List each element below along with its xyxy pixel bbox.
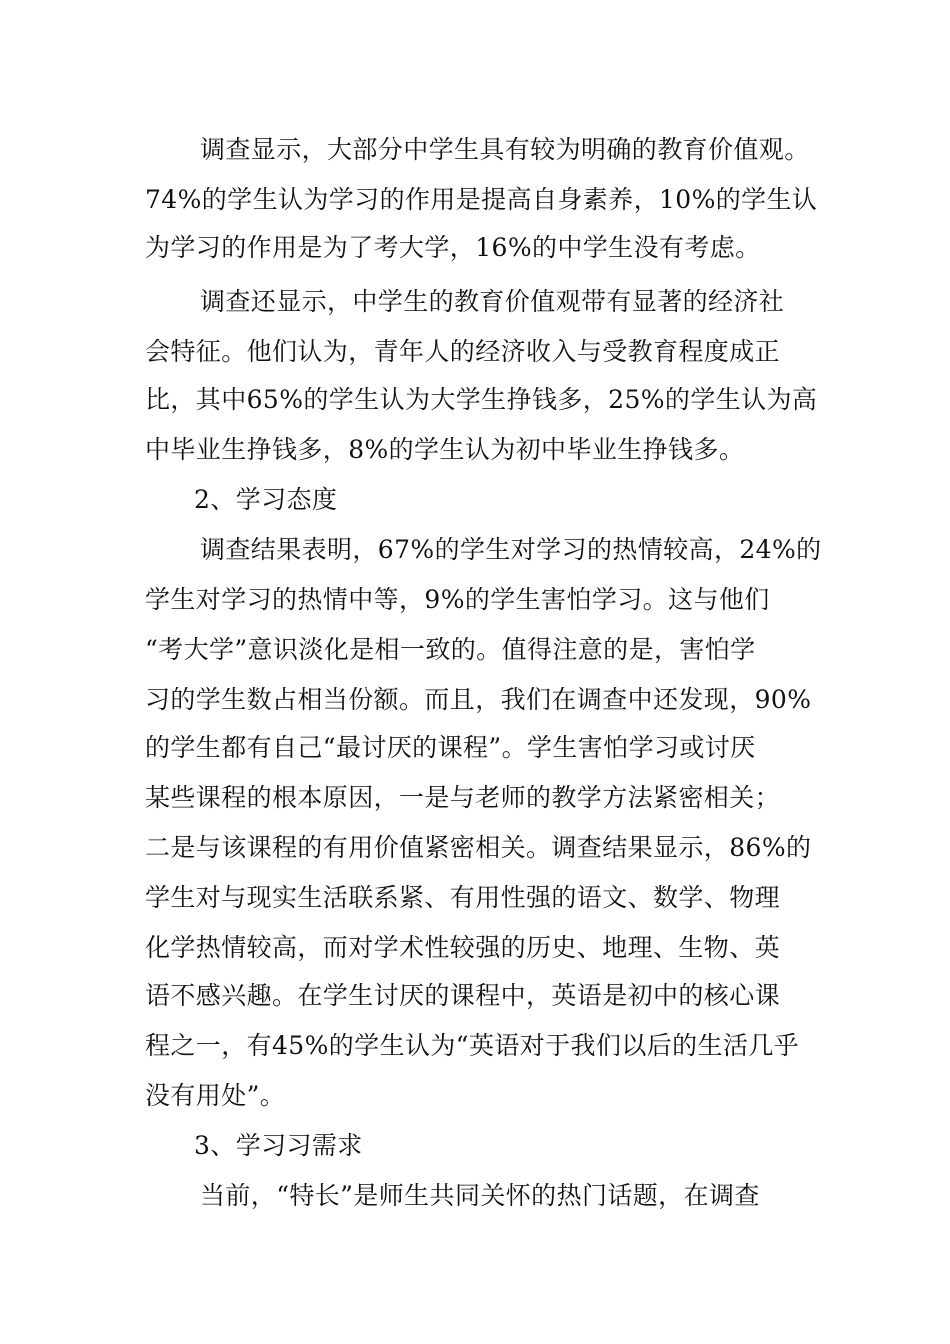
paragraph-line: 中毕业生挣钱多，8%的学生认为初中毕业生挣钱多。 (145, 435, 745, 464)
paragraph-line: “考大学”意识淡化是相一致的。值得注意的是，害怕学 (145, 635, 756, 664)
paragraph-line: 调查显示，大部分中学生具有较为明确的教育价值观。 (200, 135, 810, 164)
paragraph-line: 化学热情较高，而对学术性较强的历史、地理、生物、英 (145, 933, 781, 962)
paragraph-line: 74%的学生认为学习的作用是提高自身素养，10%的学生认 (145, 185, 818, 214)
paragraph-line: 没有用处”。 (145, 1081, 286, 1110)
paragraph-line: 某些课程的根本原因，一是与老师的教学方法紧密相关； (145, 783, 781, 812)
paragraph-line: 学生对学习的热情中等，9%的学生害怕学习。这与他们 (145, 585, 770, 614)
section-heading: 2、学习态度 (194, 485, 338, 514)
paragraph-line: 学生对与现实生活联系紧、有用性强的语文、数学、物理 (145, 883, 781, 912)
paragraph-line: 二是与该课程的有用价值紧密相关。调查结果显示，86%的 (145, 833, 812, 862)
paragraph-line: 为学习的作用是为了考大学，16%的中学生没有考虑。 (145, 233, 761, 262)
paragraph-line: 调查还显示，中学生的教育价值观带有显著的经济社 (200, 287, 785, 316)
paragraph-line: 的学生都有自己“最讨厌的课程”。学生害怕学习或讨厌 (145, 733, 756, 762)
paragraph-line: 程之一，有45%的学生认为“英语对于我们以后的生活几乎 (145, 1031, 800, 1060)
paragraph-line: 调查结果表明，67%的学生对学习的热情较高，24%的 (200, 535, 822, 564)
paragraph-line: 比，其中65%的学生认为大学生挣钱多，25%的学生认为高 (145, 385, 818, 414)
paragraph-line: 习的学生数占相当份额。而且，我们在调查中还发现，90% (145, 685, 812, 714)
paragraph-line: 会特征。他们认为，青年人的经济收入与受教育程度成正 (145, 337, 781, 366)
section-heading: 3、学习习需求 (194, 1131, 363, 1160)
paragraph-line: 语不感兴趣。在学生讨厌的课程中，英语是初中的核心课 (145, 981, 781, 1010)
paragraph-line: 当前，“特长”是师生共同关怀的热门话题，在调查 (200, 1181, 760, 1210)
